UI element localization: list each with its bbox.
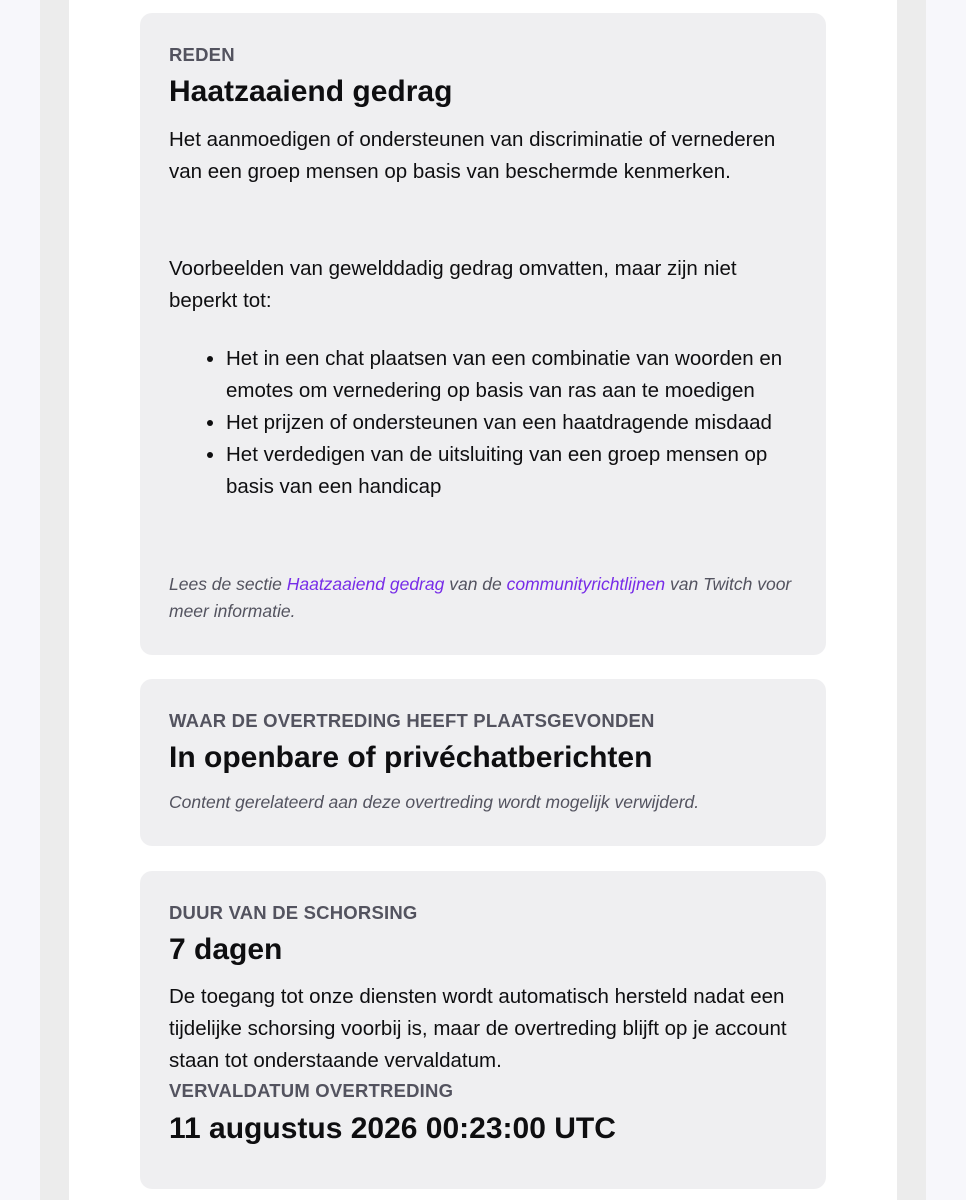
examples-intro: Voorbeelden van gewelddadig gedrag omvatten, maar zijn niet beperkt tot: — [169, 257, 737, 312]
duration-label: DUUR VAN DE SCHORSING — [169, 902, 418, 923]
community-guidelines-link[interactable]: communityrichtlijnen — [506, 574, 666, 594]
location-title: In openbare of privéchatberichten — [169, 741, 653, 774]
note-middle: van de — [444, 574, 507, 594]
list-item: • Het verdedigen van de uitsluiting van een groep mensen op basis van een handicap — [226, 439, 799, 503]
note-suffix: van Twitch voor meer informatie. — [169, 574, 792, 621]
reason-title: Haatzaaiend gedrag — [169, 75, 453, 108]
reason-note — [169, 571, 809, 625]
duration-title: 7 dagen — [169, 933, 283, 966]
duration-card — [140, 871, 826, 1189]
note-prefix: Lees de sectie — [169, 574, 287, 594]
duration-description: De toegang tot onze diensten wordt automatisch hersteld nadat een tijdelijke schorsing voorbij is, maar de overtreding blijft op je account staan tot onderstaande vervaldatum. — [169, 985, 787, 1072]
location-label: WAAR DE OVERTREDING HEEFT PLAATSGEVONDEN — [169, 710, 655, 731]
location-card — [140, 679, 826, 846]
page-gutter — [0, 0, 40, 1200]
location-note: Content gerelateerd aan deze overtreding wordt mogelijk verwijderd. — [169, 792, 700, 812]
reason-label: REDEN — [169, 44, 235, 65]
list-item: • Het in een chat plaatsen van een combinatie van woorden en emotes om vernedering op basis van ras aan te moedigen — [226, 343, 799, 407]
reason-card — [140, 13, 826, 655]
reason-description: Het aanmoedigen of ondersteunen van discriminatie of vernederen van een groep mensen op basis van beschermde kenmerken. — [169, 128, 776, 183]
expiry-date: 11 augustus 2026 00:23:00 UTC — [169, 1112, 616, 1145]
examples-list — [169, 343, 799, 503]
hateful-conduct-link[interactable]: Haatzaaiend gedrag — [286, 574, 445, 594]
expiry-label: VERVALDATUM OVERTREDING — [169, 1080, 454, 1101]
list-item: • Het prijzen of ondersteunen van een haatdragende misdaad — [226, 407, 799, 439]
